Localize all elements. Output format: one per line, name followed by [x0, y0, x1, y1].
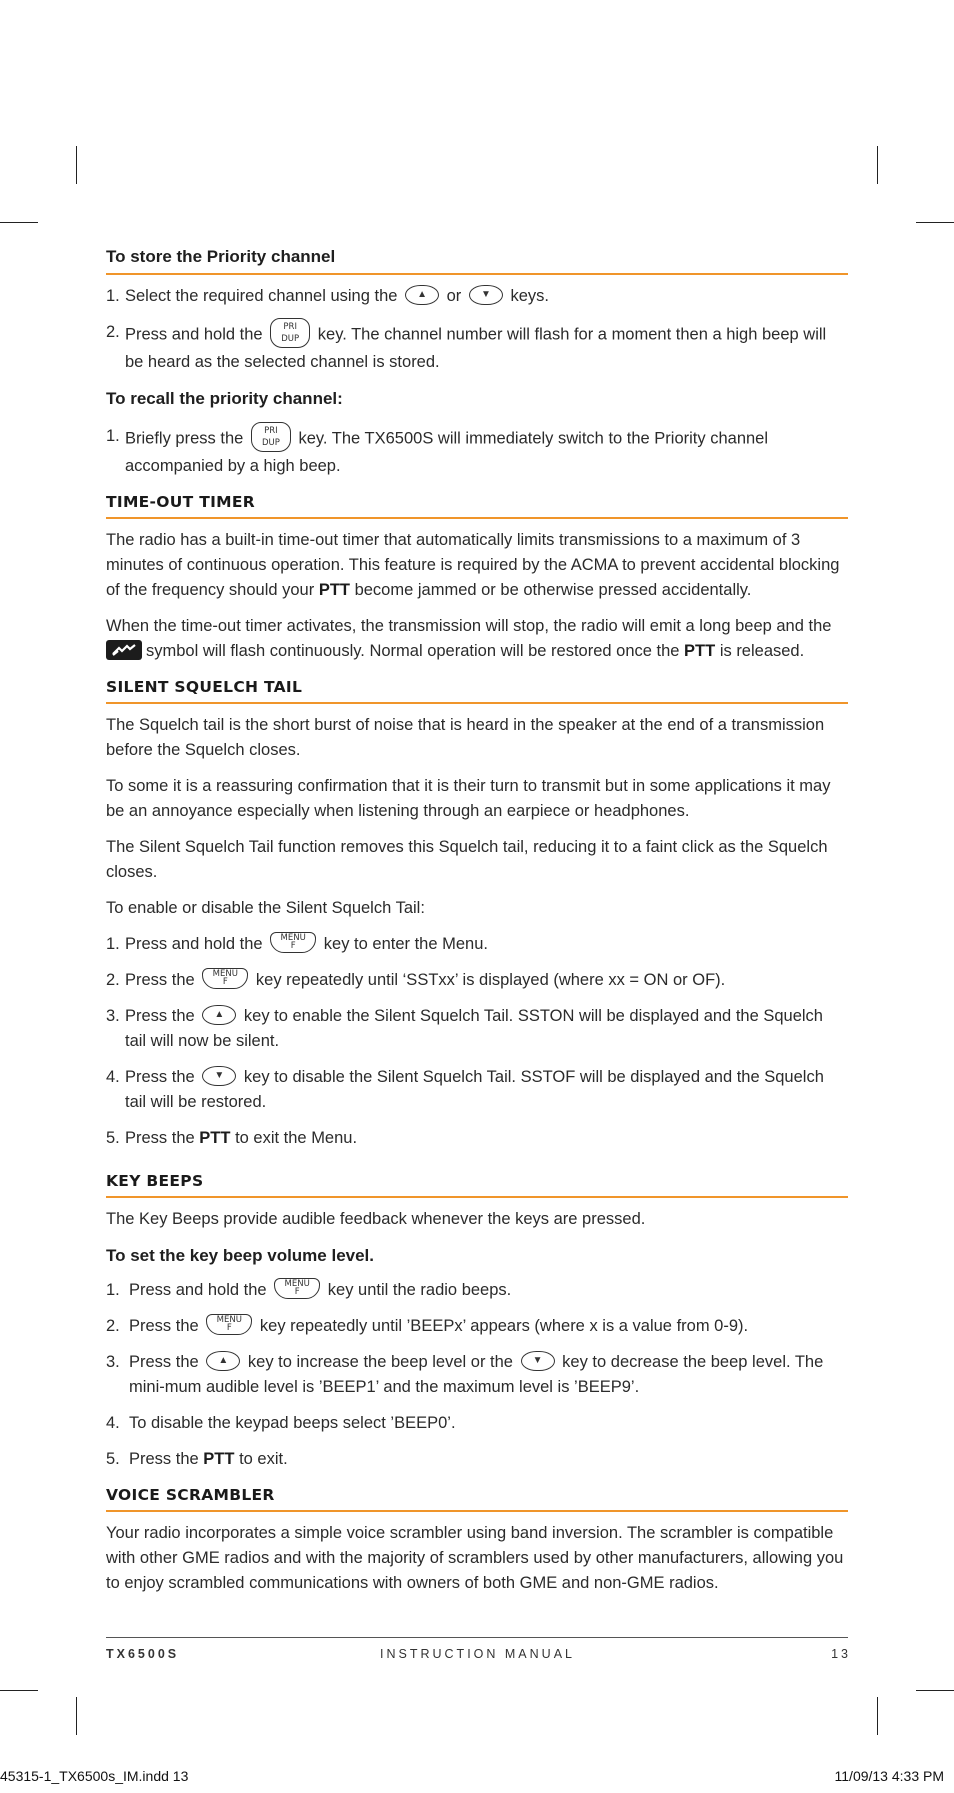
- list-item: [106, 1411, 848, 1436]
- key-label: F: [226, 1323, 232, 1334]
- paragraph: The Squelch tail is the short burst of noise that is heard in the speaker at the end of a transmission before the Squelch closes.: [106, 716, 825, 759]
- crop-mark: [877, 1697, 878, 1735]
- footer-page-number: 13: [831, 1647, 851, 1661]
- ptt-label: PTT: [199, 1129, 231, 1147]
- slug-file-name: 45315-1_TX6500s_IM.indd 13: [0, 1768, 189, 1784]
- paragraph: The Key Beeps provide audible feedback whenever the keys are pressed.: [106, 1210, 646, 1228]
- text: The radio has a built-in time-out timer that automatically limits transmissions to a maximum of 3 minutes of continuous operation. This feature is required by the ACMA to prevent accidental blocking of the frequency should your: [106, 531, 840, 599]
- step-text: to exit.: [239, 1450, 288, 1468]
- step-text: key repeatedly until ‘SSTxx’ is displayed (where xx = ON or OF).: [255, 971, 726, 989]
- heading-voice-scrambler: VOICE SCRAMBLER: [106, 1483, 848, 1512]
- up-arrow-key-icon: ▲: [206, 1351, 240, 1371]
- menu-f-key-icon: [274, 1278, 320, 1299]
- step-text: key. The TX6500S will immediately switch to the Priority channel accompanied by a high beep.: [125, 429, 769, 475]
- menu-f-key-icon: [202, 968, 248, 989]
- step-number: 1.: [106, 427, 120, 445]
- crop-mark: [916, 1690, 954, 1691]
- list-item: [106, 1447, 848, 1472]
- step-number: 2.: [106, 1317, 120, 1335]
- step-text: Press the: [129, 1353, 199, 1371]
- list-item: [106, 424, 848, 479]
- step-text: to exit the Menu.: [235, 1129, 358, 1147]
- step-number: 1.: [106, 287, 120, 305]
- key-label: DUP: [281, 334, 300, 344]
- step-text: Press and hold the: [125, 325, 263, 344]
- page-content: [106, 244, 848, 1607]
- crop-mark: [0, 1690, 38, 1691]
- text: symbol will flash continuously. Normal operation will be restored once the: [146, 642, 680, 660]
- heading-store-priority: To store the Priority channel: [106, 244, 848, 275]
- menu-f-key-icon: [270, 932, 316, 953]
- pri-dup-key-icon: [270, 318, 310, 348]
- down-arrow-key-icon: ▼: [469, 285, 503, 305]
- step-text: key to disable the Silent Squelch Tail. SSTOF will be displayed and the Squelch tail will be restored.: [125, 1068, 824, 1111]
- down-arrow-key-icon: ▼: [521, 1351, 555, 1371]
- list-item: [106, 932, 848, 957]
- ptt-label: PTT: [203, 1450, 235, 1468]
- key-label: MENU: [216, 1315, 242, 1326]
- key-label: MENU: [280, 933, 306, 944]
- store-priority-steps: [106, 284, 848, 375]
- step-number: 5.: [106, 1450, 120, 1468]
- paragraph: [106, 528, 848, 603]
- step-text: or: [446, 287, 462, 305]
- key-beep-steps: [106, 1278, 848, 1472]
- step-text: Press and hold the: [125, 935, 263, 953]
- step-text: key to enter the Menu.: [323, 935, 488, 953]
- list-item: [106, 1278, 848, 1303]
- step-number: 3.: [106, 1353, 120, 1371]
- step-text: key until the radio beeps.: [327, 1281, 512, 1299]
- step-text: Select the required channel using the: [125, 287, 398, 305]
- list-item: [106, 1004, 848, 1054]
- step-number: 2.: [106, 971, 120, 989]
- crop-mark: [76, 146, 77, 184]
- list-item: [106, 1065, 848, 1115]
- ptt-label: PTT: [318, 581, 350, 599]
- squelch-steps: [106, 932, 848, 1151]
- step-text: key to increase the beep level or the: [247, 1353, 513, 1371]
- key-label: F: [294, 1287, 300, 1298]
- key-label: F: [222, 977, 228, 988]
- step-number: 1.: [106, 1281, 120, 1299]
- key-label: DUP: [261, 438, 280, 448]
- list-item: [106, 1314, 848, 1339]
- step-text: Press the: [125, 1068, 195, 1086]
- transmit-symbol-icon: [106, 640, 142, 660]
- slug-date: 11/09/13 4:33 PM: [834, 1768, 944, 1784]
- heading-silent-squelch-tail: SILENT SQUELCH TAIL: [106, 675, 848, 704]
- heading-key-beep-volume: To set the key beep volume level.: [106, 1246, 375, 1265]
- heading-time-out-timer: TIME-OUT TIMER: [106, 490, 848, 519]
- list-item: [106, 1126, 848, 1151]
- recall-priority-steps: [106, 424, 848, 479]
- step-text: Press the: [125, 1007, 195, 1025]
- text: When the time-out timer activates, the transmission will stop, the radio will emit a long beep and the: [106, 617, 832, 635]
- footer-manual-title: INSTRUCTION MANUAL: [380, 1647, 575, 1661]
- step-text: Press and hold the: [129, 1281, 267, 1299]
- step-text: Press the: [125, 1129, 195, 1147]
- key-label: PRI: [283, 322, 297, 332]
- menu-f-key-icon: [206, 1314, 252, 1335]
- step-text: key to decrease the beep level. The mini-mum audible level is ’BEEP1’ and the maximum level is ’BEEP9’.: [129, 1353, 824, 1396]
- text: become jammed or be otherwise pressed accidentally.: [354, 581, 752, 599]
- step-text: key to enable the Silent Squelch Tail. SSTON will be displayed and the Squelch tail will now be silent.: [125, 1007, 823, 1050]
- step-number: 4.: [106, 1414, 120, 1432]
- paragraph: To some it is a reassuring confirmation that it is their turn to transmit but in some applications it may be an annoyance especially when listening through an earpiece or headphones.: [106, 777, 831, 820]
- step-number: 4.: [106, 1068, 120, 1086]
- crop-mark: [877, 146, 878, 184]
- step-number: 5.: [106, 1129, 120, 1147]
- step-text: Press the: [129, 1450, 199, 1468]
- ptt-label: PTT: [684, 642, 716, 660]
- step-text: key. The channel number will flash for a moment then a high beep will be heard as the selected channel is stored.: [125, 325, 827, 371]
- footer-model: TX6500S: [106, 1647, 180, 1661]
- step-text: Briefly press the: [125, 429, 244, 448]
- step-text: Press the: [125, 971, 195, 989]
- paragraph: The Silent Squelch Tail function removes this Squelch tail, reducing it to a faint click as the Squelch closes.: [106, 838, 828, 881]
- text: is released.: [719, 642, 805, 660]
- step-text: Press the: [129, 1317, 199, 1335]
- key-label: F: [290, 941, 296, 952]
- key-label: PRI: [264, 426, 278, 436]
- paragraph: Your radio incorporates a simple voice scrambler using band inversion. The scrambler is compatible with other GME radios and with the majority of scramblers used by other manufacturers, allowing you to enjoy scrambled communications with owners of both GME and non-GME radios.: [106, 1524, 844, 1592]
- key-label: MENU: [212, 969, 238, 980]
- page-footer: [106, 1637, 851, 1668]
- step-number: 3.: [106, 1007, 120, 1025]
- up-arrow-key-icon: ▲: [405, 285, 439, 305]
- crop-mark: [916, 222, 954, 223]
- list-item: [106, 320, 848, 375]
- crop-mark: [76, 1697, 77, 1735]
- down-arrow-key-icon: ▼: [202, 1066, 236, 1086]
- list-item: [106, 968, 848, 993]
- list-item: [106, 1350, 848, 1400]
- step-text: key repeatedly until ’BEEPx’ appears (where x is a value from 0-9).: [259, 1317, 749, 1335]
- crop-mark: [0, 222, 38, 223]
- step-text: keys.: [510, 287, 549, 305]
- up-arrow-key-icon: ▲: [202, 1005, 236, 1025]
- pri-dup-key-icon: [251, 422, 291, 452]
- paragraph: [106, 614, 848, 664]
- step-number: 1.: [106, 935, 120, 953]
- key-label: MENU: [284, 1279, 310, 1290]
- step-text: To disable the keypad beeps select ’BEEP0’.: [129, 1414, 456, 1432]
- step-number: 2.: [106, 323, 120, 341]
- heading-recall-priority: To recall the priority channel:: [106, 389, 343, 408]
- heading-key-beeps: KEY BEEPS: [106, 1169, 848, 1198]
- list-item: [106, 284, 848, 309]
- paragraph: To enable or disable the Silent Squelch Tail:: [106, 899, 425, 917]
